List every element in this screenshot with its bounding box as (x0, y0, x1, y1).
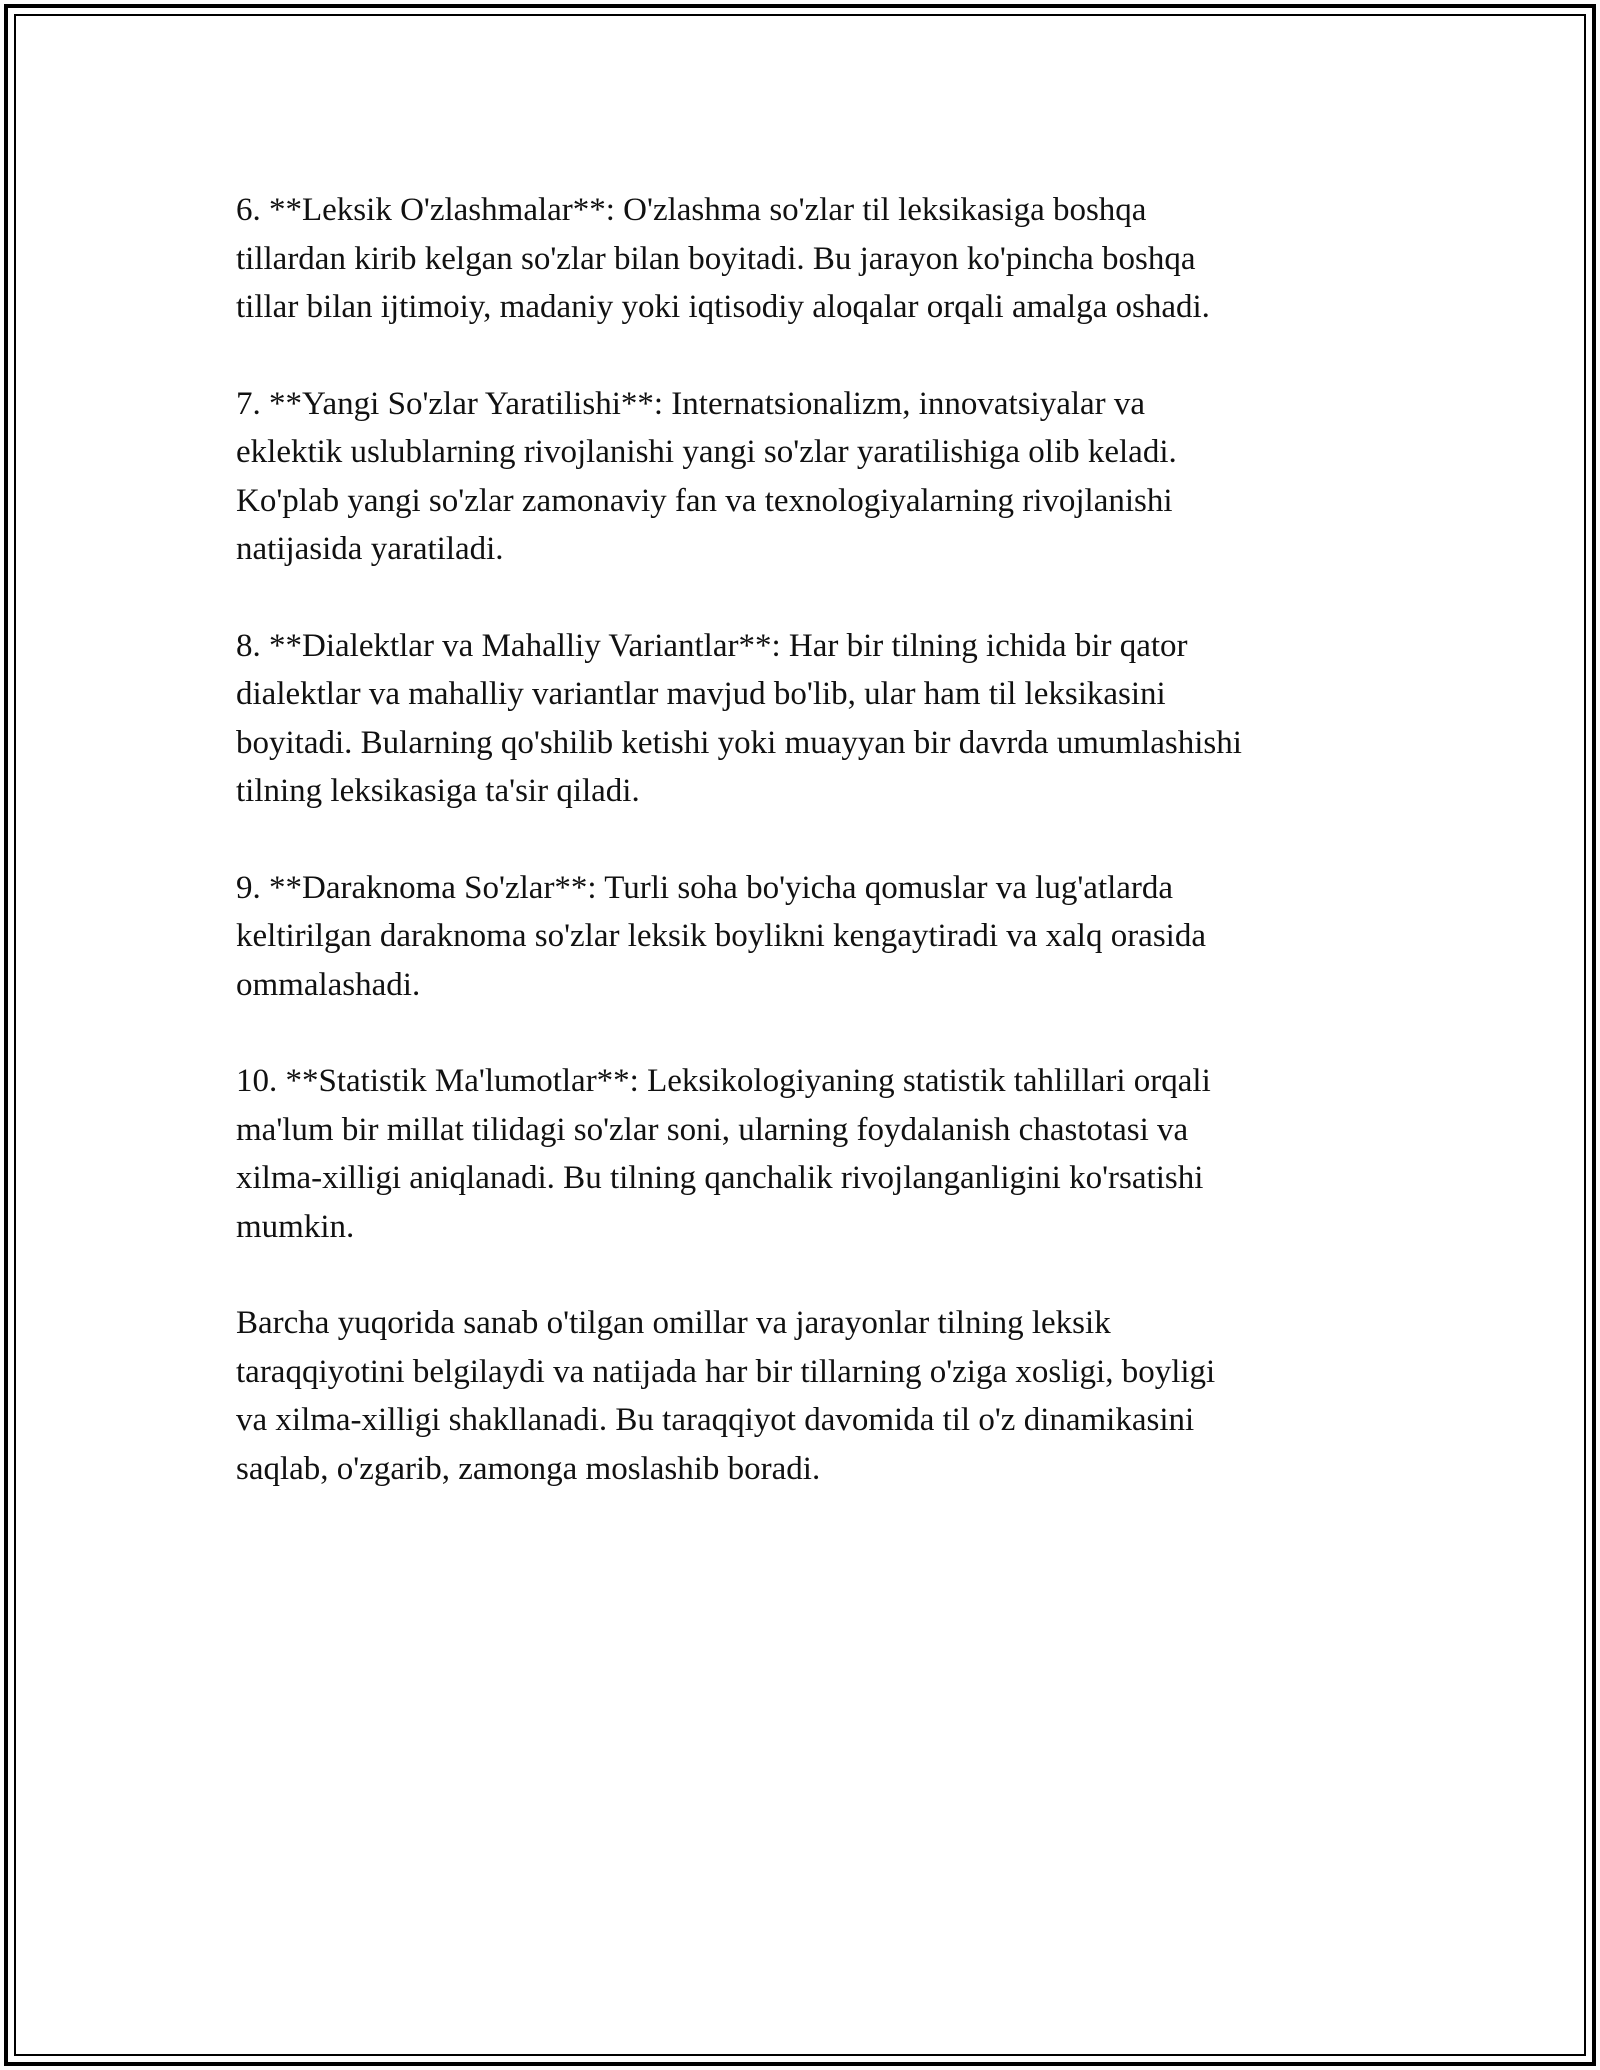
paragraph-daraknoma-sozlar: 9. **Daraknoma So'zlar**: Turli soha bo'yicha qomuslar va lug'atlarda keltirilgan daraknoma so'zlar leksik boylikni kengaytiradi va xalq orasida ommalashadi. (236, 869, 1206, 1003)
paragraph-statistik-malumotlar: 10. **Statistik Ma'lumotlar**: Leksikologiyaning statistik tahlillari orqali ma'lum bir millat tilidagi so'zlar soni, ularning foydalanish chastotasi va xilma-xilligi aniqlanadi. Bu tilning qanchalik rivojlanganligini ko'rsatishi mumkin. (236, 1063, 1211, 1245)
paragraph-yangi-sozlar: 7. **Yangi So'zlar Yaratilishi**: Internatsionalizm, innovatsiyalar va eklektik uslublarning rivojlanishi yangi so'zlar yaratilishiga olib keladi. Ko'plab yangi so'zlar zamonaviy fan va texnologiyalarning rivojlanishi natijasida yaratiladi. (236, 385, 1177, 567)
paragraph-dialektlar: 8. **Dialektlar va Mahalliy Variantlar**: Har bir tilning ichida bir qator dialektlar va mahalliy variantlar mavjud bo'lib, ular ham til leksikasini boyitadi. Bularning qo'shilib ketishi yoki muayyan bir davrda umumlashishi tilning leksikasiga ta'sir qiladi. (236, 627, 1242, 809)
paragraph-conclusion: Barcha yuqorida sanab o'tilgan omillar va jarayonlar tilning leksik taraqqiyotini belgilaydi va natijada har bir tillarning o'ziga xosligi, boyligi va xilma-xilligi shakllanadi. Bu taraqqiyot davomida til o'z dinamikasini saqlab, o'zgarib, zamonga moslashib boradi. (236, 1305, 1216, 1487)
document-body (236, 186, 1386, 1541)
paragraph-leksik-ozlashmalar: 6. **Leksik O'zlashmalar**: O'zlashma so'zlar til leksikasiga boshqa tillardan kirib kelgan so'zlar bilan boyitadi. Bu jarayon ko'pincha boshqa tillar bilan ijtimoiy, madaniy yoki iqtisodiy aloqalar orqali amalga oshadi. (236, 192, 1210, 325)
